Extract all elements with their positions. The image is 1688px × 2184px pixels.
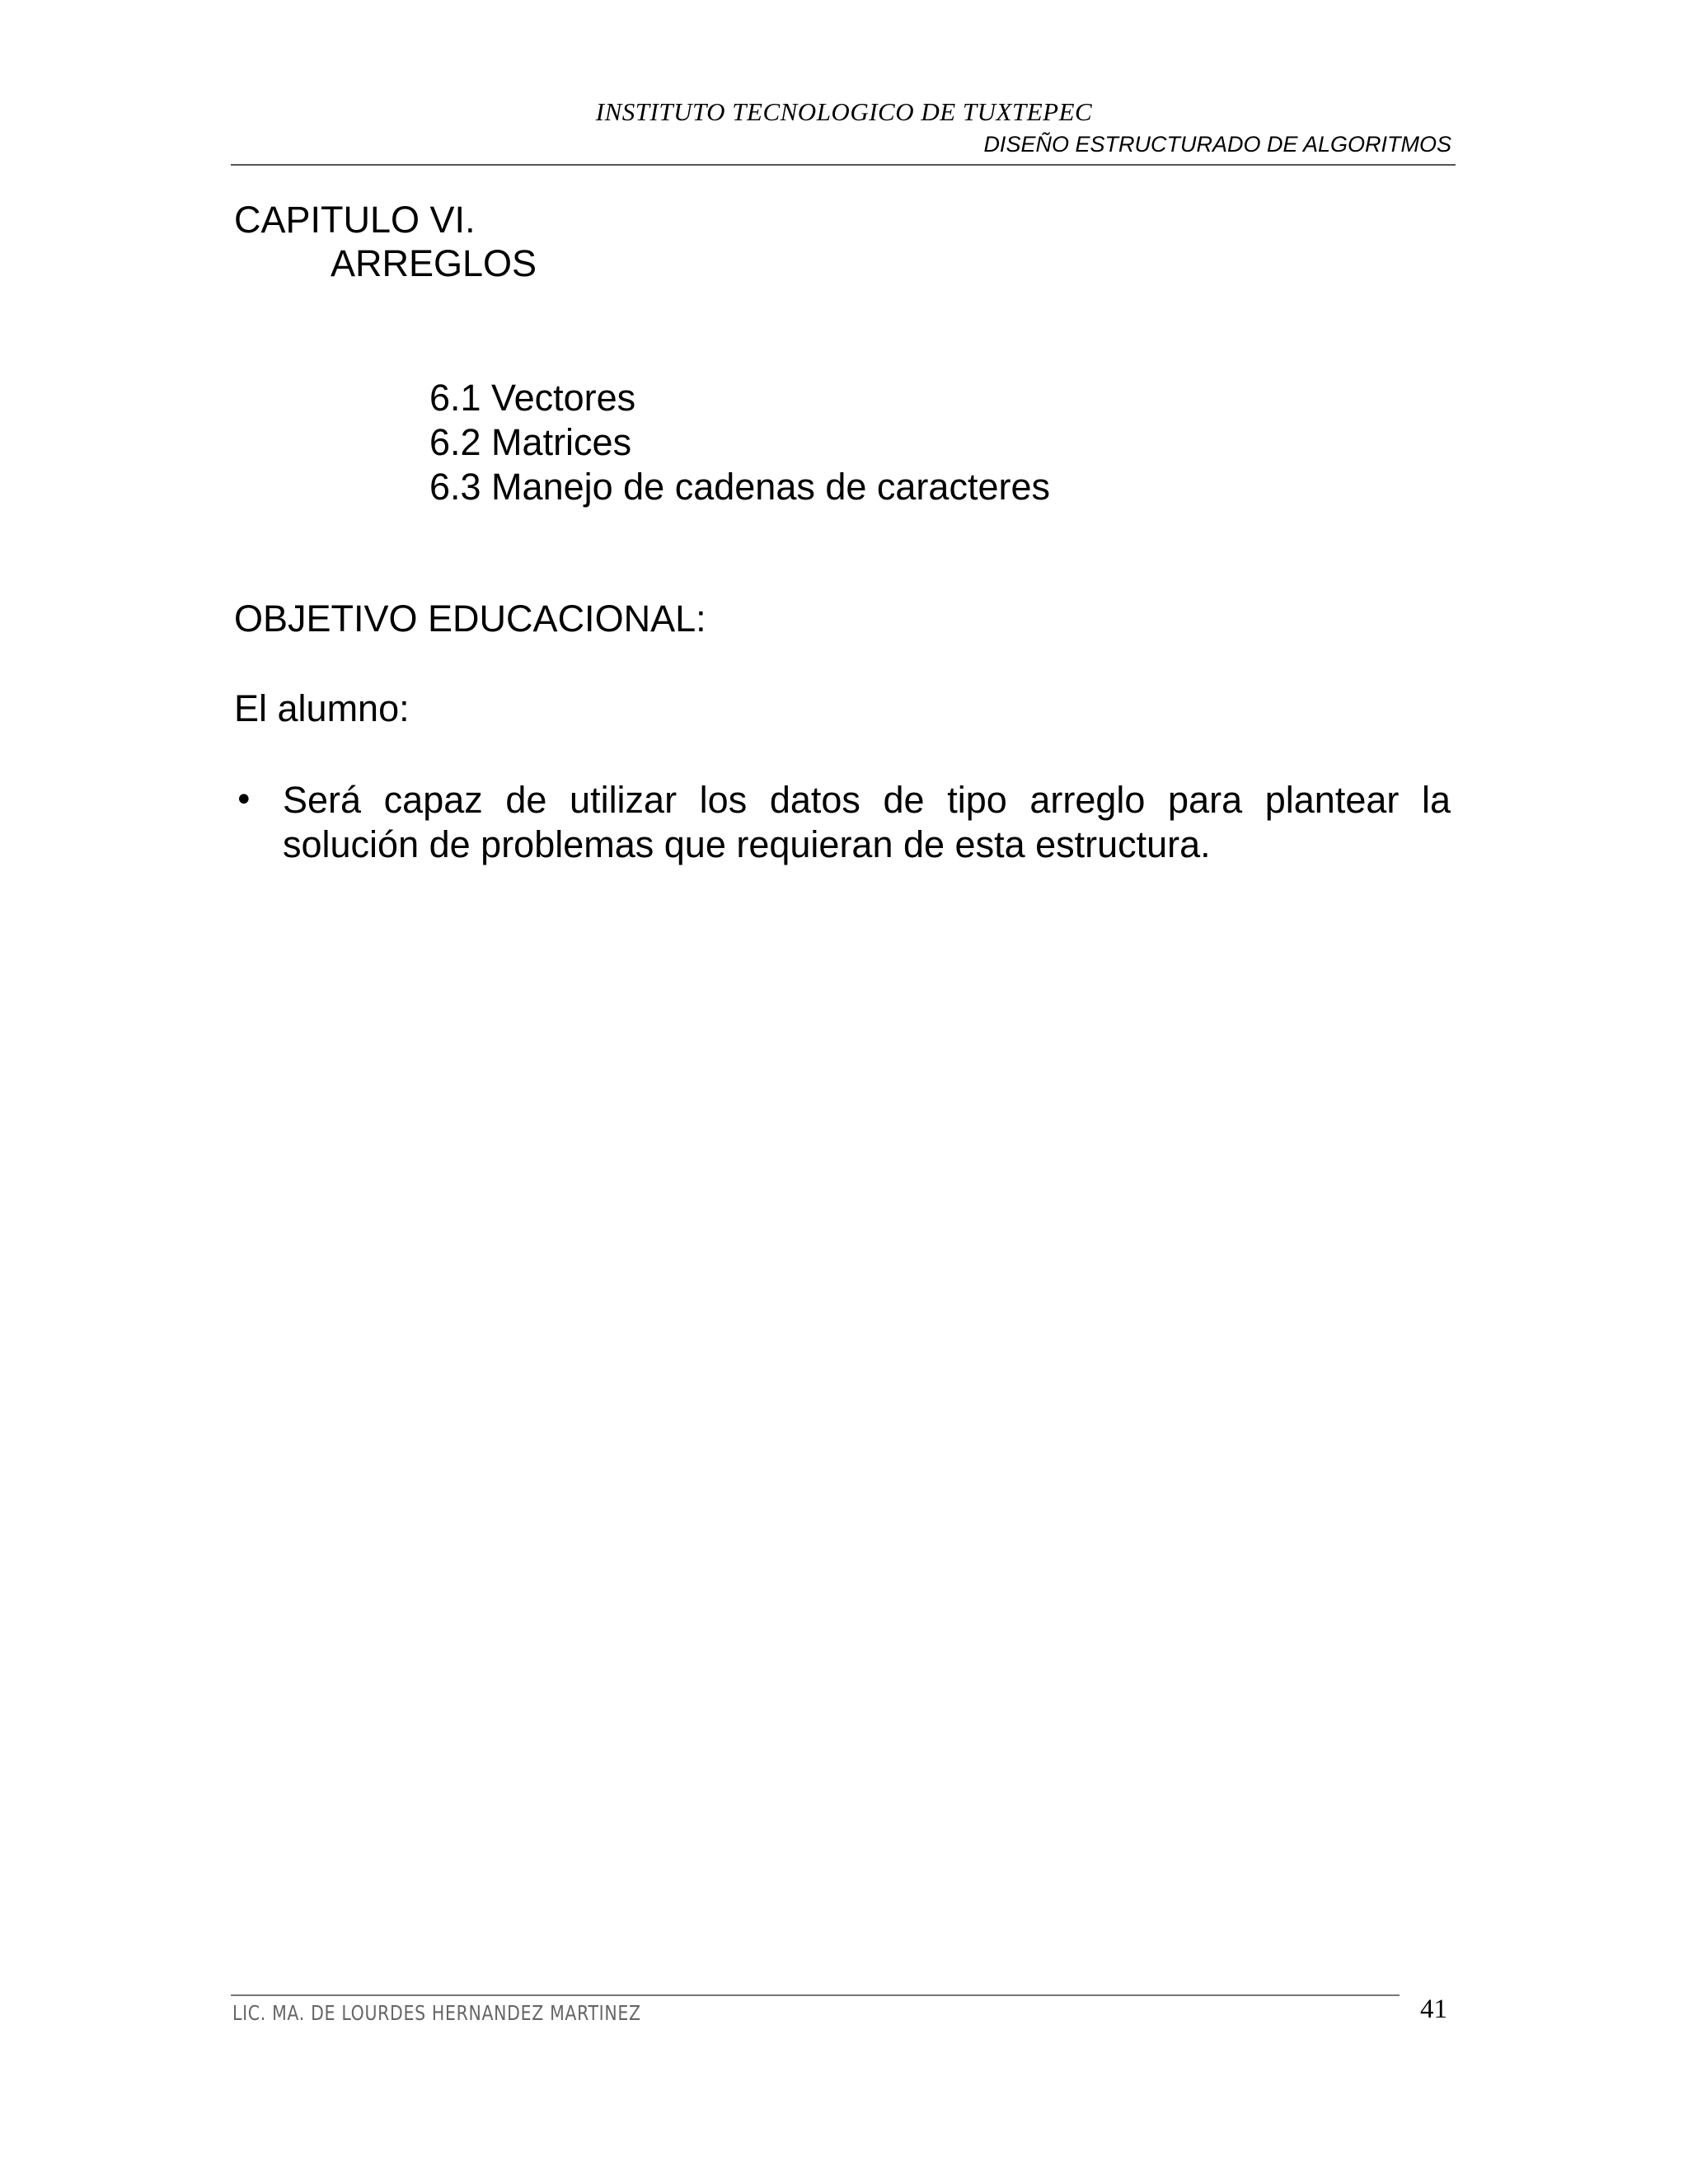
contents-item: 6.3 Manejo de cadenas de caracteres	[429, 466, 1050, 508]
page-number: 41	[1420, 1994, 1447, 2024]
contents-item: 6.1 Vectores	[429, 377, 636, 419]
chapter-number: CAPITULO VI.	[234, 199, 476, 241]
chapter-contents-list	[429, 376, 1050, 509]
bullet-icon: •	[234, 781, 254, 819]
contents-item: 6.2 Matrices	[429, 421, 632, 463]
footer-divider	[231, 1994, 1400, 1996]
chapter-title: ARREGLOS	[331, 242, 537, 284]
objective-subject: El alumno:	[234, 687, 410, 729]
objective-heading: OBJETIVO EDUCACIONAL:	[234, 598, 706, 640]
header-course-title: DISEÑO ESTRUCTURADO DE ALGORITMOS	[983, 132, 1451, 157]
objective-item-text: Será capaz de utilizar los datos de tipo arreglo para plantear la solución de problemas que requieran de esta estructura.	[283, 779, 1451, 865]
header-divider	[231, 164, 1456, 166]
header-institute-title: INSTITUTO TECNOLOGICO DE TUXTEPEC	[595, 97, 1093, 126]
footer-author: LIC. MA. DE LOURDES HERNANDEZ MARTINEZ	[232, 2001, 641, 2025]
objective-list-item	[234, 778, 1451, 869]
